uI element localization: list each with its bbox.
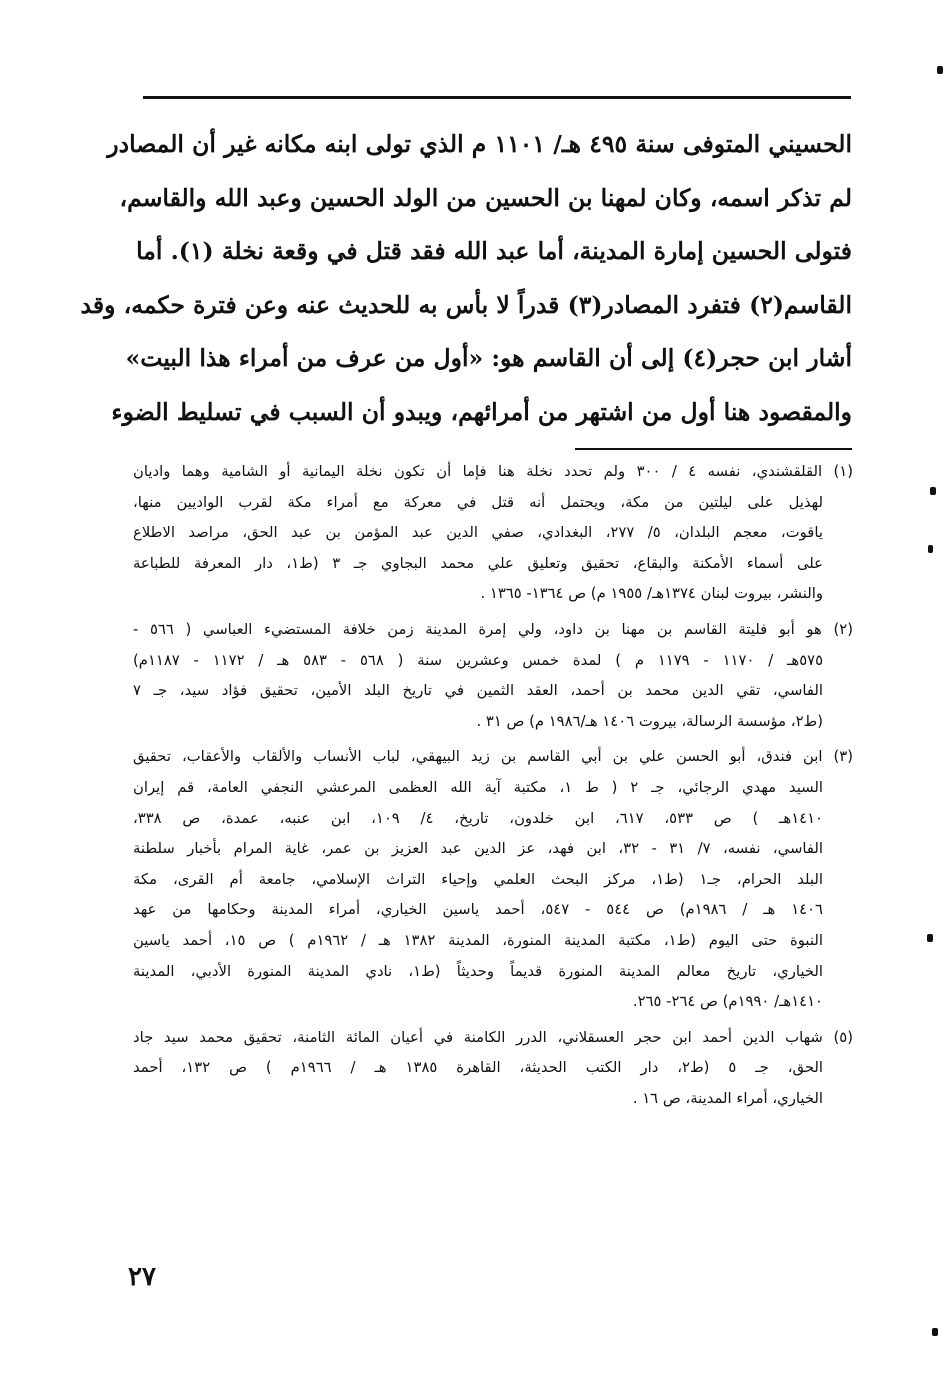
main-line: لم تذكر اسمه، وكان لمهنا بن الحسين من الولد الحسين وعبد الله والقاسم، [119, 183, 852, 212]
footnote-line: (ط٢، مؤسسة الرسالة، بيروت ١٤٠٦ هـ/١٩٨٦ م) ص ٣١ . [476, 712, 823, 730]
footnote-line: ياقوت، معجم البلدان، ٥/ ٢٧٧، البغدادي، صفي الدين عبد المؤمن بن عبد الحق، مراصد الاطلاع [133, 524, 823, 542]
footnote-line: (١) القلقشندي، نفسه ٤ / ٣٠٠ ولم تحدد نخلة هنا فإما أن تكون نخلة اليمانية أو الشامية وهما واديان [133, 463, 853, 480]
footnote-line: ١٤١٠هـ ) ص ٥٣٣، ٦١٧، ابن خلدون، تاريخ، ٤/ ١٠٩، ابن عنبه، عمدة، ص ٣٣٨، [133, 809, 823, 827]
main-line: فتولى الحسين إمارة المدينة، أما عبد الله فقد قتل في وقعة نخلة (١). أما [136, 237, 852, 265]
main-text [80, 118, 852, 439]
footnote-line: الحق، جـ ٥ (ط٢، دار الكتب الحديثة، القاهرة ١٣٨٥ هـ / ١٩٦٦م ) ص ١٣٢، أحمد [133, 1059, 823, 1077]
footnote-line: الخياري، أمراء المدينة، ص ١٦ . [632, 1089, 823, 1107]
footnote-5 [133, 1023, 853, 1115]
main-line: القاسم(٢) فتفرد المصادر(٣) قدراً لا بأس به للحديث عنه وعن فترة حكمه، وقد [80, 290, 852, 319]
footnote-1 [133, 457, 853, 610]
footnote-rule [575, 448, 852, 450]
footnote-line: لهذيل على ليلتين من مكة، ويحتمل أنه قتل في معركة مع أمراء مكة لقرب الواديين منها، [133, 493, 823, 511]
footnote-line: النبوة حتى اليوم (ط١، مكتبة المدينة المنورة، المدينة ١٣٨٢ هـ / ١٩٦٢م ) ص ١٥، أحمد ياسين [133, 931, 823, 949]
footnote-3 [133, 742, 853, 1017]
footnote-line: الفاسي، تقي الدين محمد بن أحمد، العقد الثمين في تاريخ البلد الأمين، تحقيق فؤاد سيد، جـ ٧ [133, 682, 823, 700]
scan-mark [932, 1328, 938, 1336]
footnote-line: على أسماء الأمكنة والبقاع، تحقيق وتعليق علي محمد البجاوي جـ ٣ (ط١، دار المعرفة للطباعة [133, 554, 824, 572]
footnote-line: البلد الحرام، جـ١ (ط١، مركز البحث العلمي وإحياء التراث الإسلامي، جامعة أم القرى، مكة [133, 870, 823, 888]
footnote-line: (٣) ابن فندق، أبو الحسن علي بن أبي القاسم بن زيد البيهقي، لباب الأنساب والألقاب والأعقاب، تحقيق [133, 748, 853, 766]
page-number: ٢٧ [128, 1262, 156, 1292]
scan-mark [928, 545, 933, 553]
footnote-line: ١٤٠٦ هـ / ١٩٨٦م) ص ٥٤٤ - ٥٤٧، أحمد ياسين الخياري، أمراء المدينة وحكامها من عهد [133, 901, 824, 919]
footnotes [133, 457, 853, 1119]
main-line: أشار ابن حجر(٤) إلى أن القاسم هو: «أول من عرف من أمراء هذا البيت» [125, 344, 852, 372]
footnote-line: (٥) شهاب الدين أحمد ابن حجر العسقلاني، الدرر الكامنة في أعيان المائة الثامنة، تحقيق محمد سيد جاد [133, 1028, 853, 1046]
footnote-line: والنشر، بيروت لبنان ١٣٧٤هـ/ ١٩٥٥ م) ص ١٣٦٤- ١٣٦٥ . [480, 585, 823, 603]
footnote-line: ٥٧٥هـ / ١١٧٠ - ١١٧٩ م ) لمدة خمس وعشرين سنة ( ٥٦٨ - ٥٨٣ هـ / ١١٧٢ - ١١٨٧م) [133, 651, 824, 669]
scan-mark [930, 487, 936, 495]
footnote-line: (٢) هو أبو فليتة القاسم بن مهنا بن داود، ولي إمرة المدينة زمن خلافة المستضيء العباسي ( ٥٦٦ - [133, 620, 854, 638]
main-line: الحسيني المتوفى سنة ٤٩٥ هـ/ ١١٠١ م الذي تولى ابنه مكانه غير أن المصادر [107, 130, 852, 158]
footnote-2 [133, 615, 853, 737]
main-line: والمقصود هنا أول من اشتهر من أمرائهم، ويبدو أن السبب في تسليط الضوء [111, 397, 852, 426]
scan-mark [937, 66, 943, 74]
footnote-line: الخياري، تاريخ معالم المدينة المنورة قديماً وحديثاً (ط١، نادي المدينة المنورة الأدبي، المدينة [133, 962, 823, 980]
footnote-line: السيد مهدي الرجائي، جـ ٢ ( ط ١، مكتبة آية الله العظمى المرعشي النجفي العامة، قم إيران [133, 778, 823, 796]
footnote-line: الفاسي، نفسه، ٧/ ٣١ - ٣٢، ابن فهد، عز الدين عبد العزيز بن عمر، غاية المرام بأخبار سلطنة [133, 840, 823, 858]
top-rule [143, 96, 851, 99]
footnote-line: ١٤١٠هـ/ ١٩٩٠م) ص ٢٦٤- ٢٦٥. [632, 993, 823, 1011]
scan-mark [927, 934, 933, 942]
